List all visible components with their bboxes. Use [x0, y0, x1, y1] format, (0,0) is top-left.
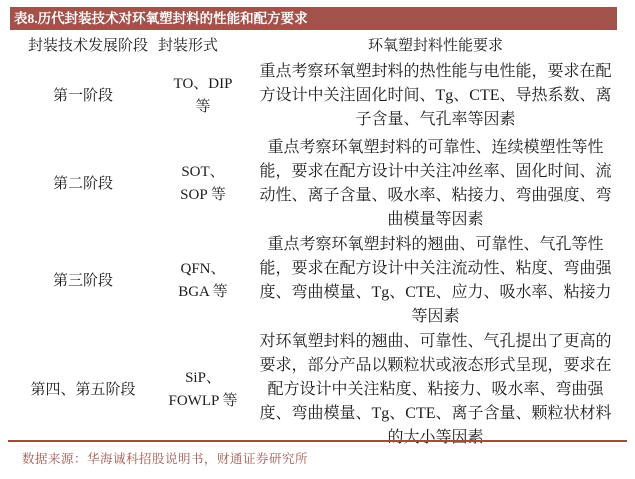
- data-source: 数据来源：华海诚科招股说明书，财通证券研究所: [22, 452, 309, 466]
- requirements-cell: 重点考察环氧塑封料的可靠性、连续模塑性等性能，要求在配方设计中关注冲丝率、固化时间、流动性、离子含量、吸水率、粘接力、弯曲强度、弯曲模量等因素: [259, 138, 612, 228]
- requirements-cell: 对环氧塑封料的翘曲、可靠性、气孔提出了更高的要求，部分产品以颗粒状或液态形式呈现，要求在配方设计中关注粘度、粘接力、吸水率、弯曲强度、弯曲模量、Tg、CTE、离子含量、颗粒状材料的大小等因素: [259, 333, 612, 446]
- table-row-stage-1: [0, 57, 635, 135]
- form-cell: [153, 367, 253, 413]
- stage-cell: 第四、第五阶段: [30, 382, 136, 398]
- packaging-requirements-table: [0, 31, 635, 450]
- form-text: QFN、BGA 等: [178, 261, 228, 300]
- column-header-stage: 封装技术发展阶段: [28, 37, 149, 54]
- footer-divider: [8, 440, 627, 442]
- column-header-requirements: 环氧塑封料性能要求: [367, 37, 503, 54]
- stage-cell: 第三阶段: [52, 273, 113, 289]
- table-row-stage-4-5: [0, 330, 635, 450]
- requirements-cell: 重点考察环氧塑封料的翘曲、可靠性、气孔等性能，要求在配方设计中关注流动性、粘度、弯曲强度、弯曲模量、Tg、CTE、应力、吸水率、粘接力等因素: [259, 236, 612, 325]
- form-cell: [153, 161, 253, 207]
- table-row-stage-3: [0, 232, 635, 330]
- table-header-row: [0, 31, 635, 57]
- table-title: 表8.历代封装技术对环氧塑封料的性能和配方要求: [14, 11, 308, 26]
- stage-cell: 第一阶段: [52, 88, 113, 104]
- form-cell: [153, 73, 253, 119]
- requirements-cell: 重点考察环氧塑封料的热性能与电性能，要求在配方设计中关注固化时间、Tg、CTE、导热系数、离子含量、气孔率等因素: [259, 63, 612, 128]
- form-text: SOT、SOP 等: [180, 163, 226, 203]
- form-cell: [153, 258, 253, 304]
- stage-cell: 第二阶段: [52, 175, 113, 192]
- table-title-bar: [10, 7, 617, 30]
- table-row-stage-2: [0, 135, 635, 232]
- form-text: TO、DIP 等: [173, 76, 233, 115]
- column-header-form: 封装形式: [158, 37, 219, 54]
- form-text: SiP、FOWLP 等: [168, 370, 238, 409]
